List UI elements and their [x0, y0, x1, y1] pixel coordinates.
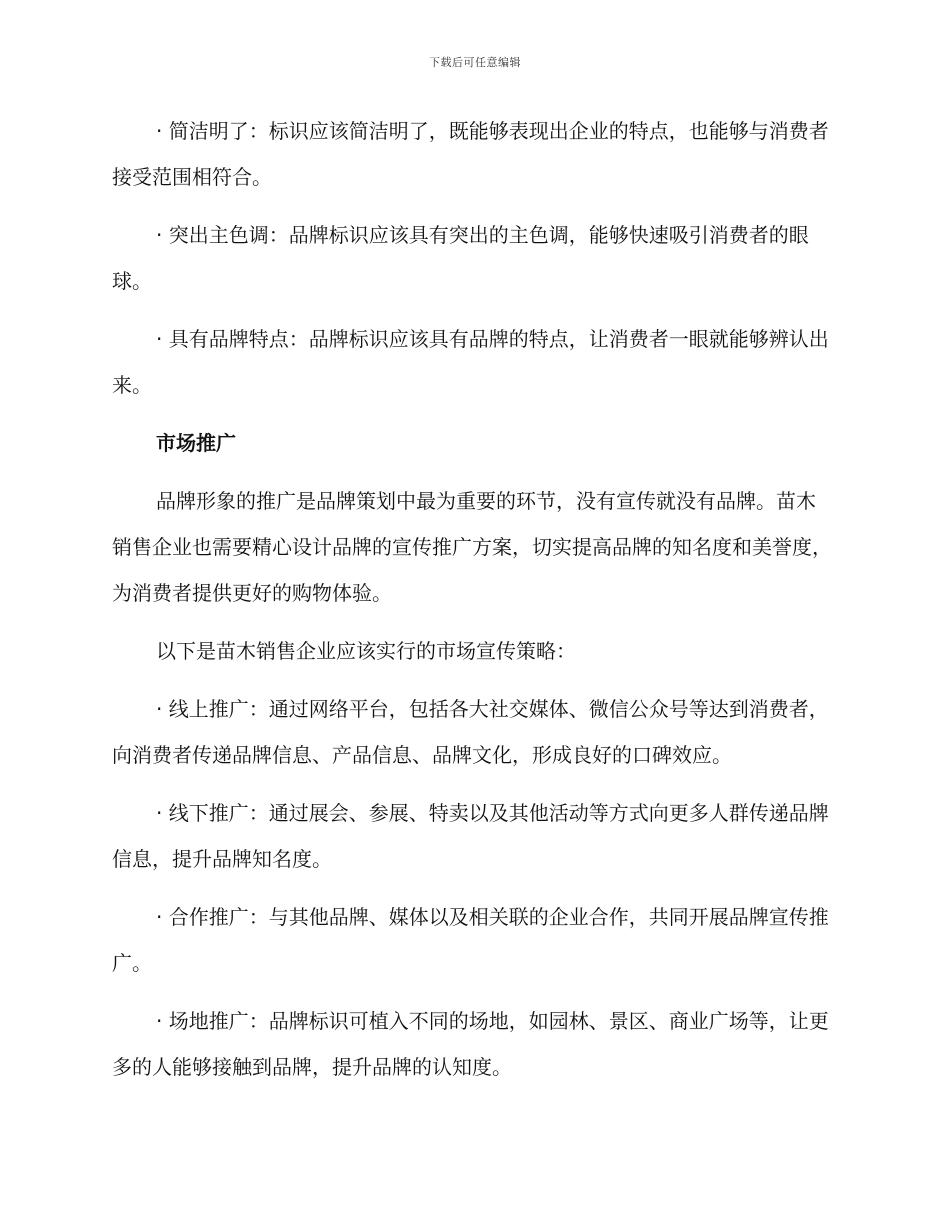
bullet-cooperative-promotion: · 合作推广：与其他品牌、媒体以及相关联的企业合作，共同开展品牌宣传推广。: [112, 905, 829, 975]
bullet-venue-promotion: · 场地推广：品牌标识可植入不同的场地，如园林、景区、商业广场等，让更多的人能够接触到品牌，提升品牌的认知度。: [112, 1009, 829, 1079]
bullet-brand-features: · 具有品牌特点：品牌标识应该具有品牌的特点，让消费者一眼就能够辨认出来。: [112, 327, 829, 397]
strategy-lead-in: 以下是苗木销售企业应该实行的市场宣传策略：: [156, 639, 576, 663]
bullet-online-promotion: · 线上推广：通过网络平台，包括各大社交媒体、微信公众号等达到消费者，向消费者传递品牌信息、产品信息、品牌文化，形成良好的口碑效应。: [112, 697, 829, 767]
bullet-main-color: · 突出主色调：品牌标识应该具有突出的主色调，能够快速吸引消费者的眼球。: [112, 223, 809, 293]
document-body: [112, 108, 834, 1102]
page-header: 下载后可任意编辑: [429, 56, 521, 69]
bullet-simple-clear: · 简洁明了：标识应该简洁明了，既能够表现出企业的特点，也能够与消费者接受范围相符合。: [112, 119, 829, 189]
promotion-intro-paragraph: 品牌形象的推广是品牌策划中最为重要的环节，没有宣传就没有品牌。苗木销售企业也需要精心设计品牌的宣传推广方案，切实提高品牌的知名度和美誉度，为消费者提供更好的购物体验。: [112, 489, 832, 605]
section-heading-market-promotion: 市场推广: [156, 431, 236, 455]
bullet-offline-promotion: · 线下推广：通过展会、参展、特卖以及其他活动等方式向更多人群传递品牌信息，提升品牌知名度。: [112, 801, 829, 871]
